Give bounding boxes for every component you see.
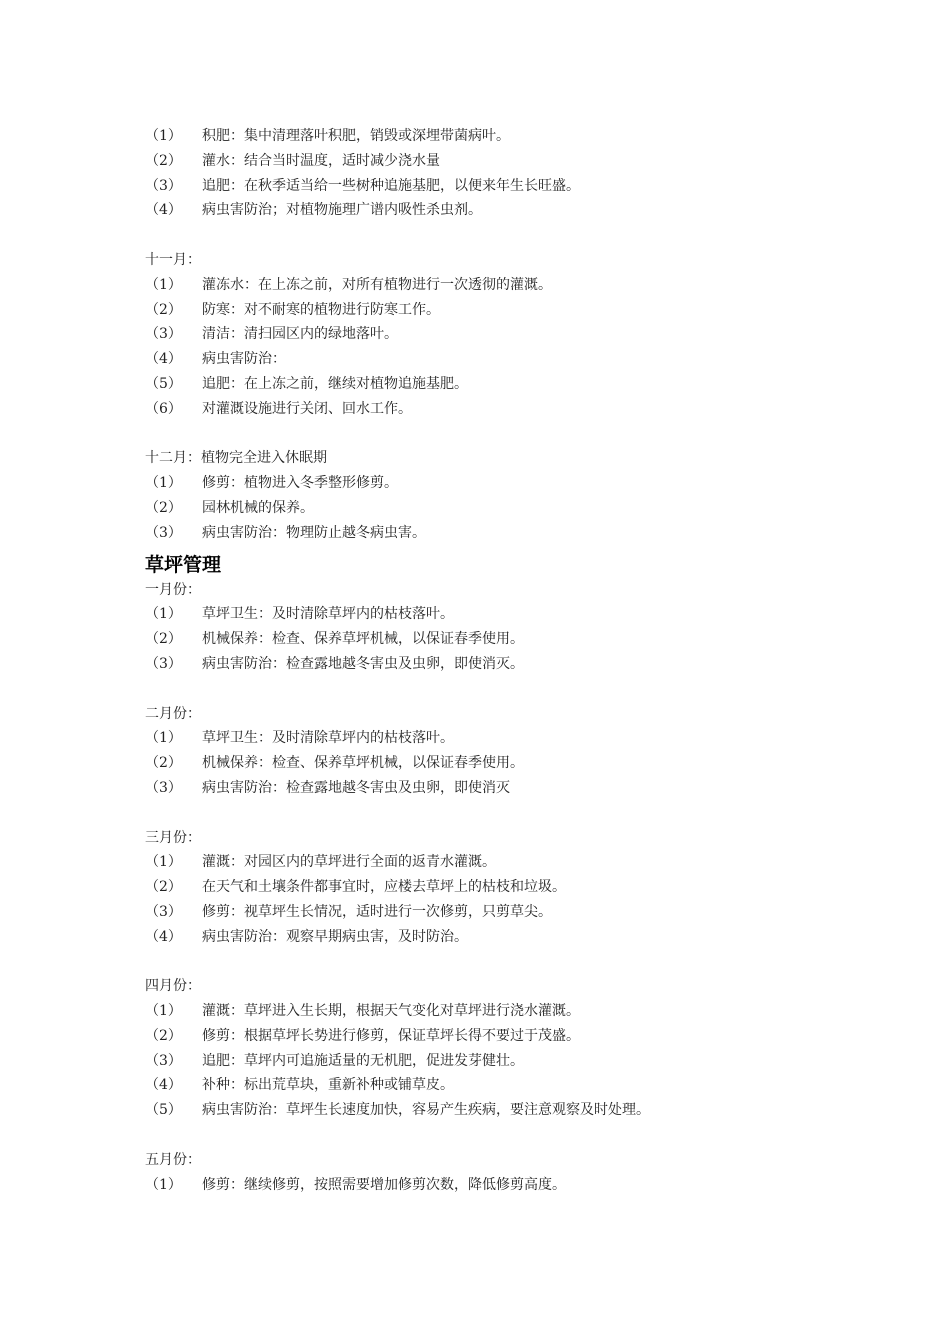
item-number: （1）: [145, 475, 182, 492]
month-label: 三月份：: [145, 829, 201, 846]
list-item: [145, 1024, 845, 1049]
item-text: 追肥：在秋季适当给一些树种追施基肥，以便来年生长旺盛。: [202, 177, 580, 194]
list-item: [145, 397, 845, 422]
month-label: 五月份：: [145, 1151, 201, 1168]
item-text: 草坪卫生：及时清除草坪内的枯枝落叶。: [202, 730, 454, 747]
item-number: （3）: [145, 903, 182, 920]
item-number: （1）: [145, 128, 182, 144]
item-number: （3）: [145, 779, 182, 796]
list-item: [145, 1098, 845, 1123]
list-item: [145, 875, 845, 900]
item-text: 病虫害防治：检查露地越冬害虫及虫卵，即使消灭。: [202, 655, 524, 672]
list-item: [145, 1049, 845, 1074]
item-text: 修剪：植物进入冬季整形修剪。: [202, 475, 398, 492]
blank-line: [145, 422, 845, 447]
list-item: [145, 999, 845, 1024]
document-content: [145, 124, 845, 1197]
list-item: [145, 347, 845, 372]
item-text: 机械保养：检查、保养草坪机械，以保证春季使用。: [202, 755, 524, 772]
item-text: 病虫害防治：检查露地越冬害虫及虫卵，即使消灭: [202, 779, 510, 796]
list-item: [145, 298, 845, 323]
item-number: （3）: [145, 177, 182, 194]
item-number: （1）: [145, 854, 182, 871]
item-number: （2）: [145, 152, 182, 169]
item-text: 园林机械的保养。: [202, 499, 314, 516]
item-text: 草坪卫生：及时清除草坪内的枯枝落叶。: [202, 606, 454, 623]
item-number: （2）: [145, 755, 182, 772]
list-item: [145, 174, 845, 199]
list-item: [145, 496, 845, 521]
item-text: 对灌溉设施进行关闭、回水工作。: [202, 400, 412, 417]
list-item: [145, 198, 845, 223]
blank-line: [145, 223, 845, 248]
item-text: 追肥：在上冻之前，继续对植物追施基肥。: [202, 375, 468, 392]
item-number: （2）: [145, 1027, 182, 1044]
item-text: 补种：标出荒草块，重新补种或铺草皮。: [202, 1077, 454, 1094]
item-number: （5）: [145, 1102, 182, 1119]
item-number: （1）: [145, 276, 182, 293]
item-number: （6）: [145, 400, 182, 417]
item-number: （3）: [145, 1052, 182, 1069]
item-number: （1）: [145, 1176, 182, 1193]
list-item: [145, 521, 845, 546]
item-text: 病虫害防治：观察早期病虫害，及时防治。: [202, 928, 468, 945]
item-number: （4）: [145, 202, 182, 219]
list-item: [145, 751, 845, 776]
item-text: 灌溉：草坪进入生长期，根据天气变化对草坪进行浇水灌溉。: [202, 1003, 580, 1020]
item-number: （2）: [145, 301, 182, 318]
item-number: （4）: [145, 351, 182, 368]
item-number: （4）: [145, 928, 182, 945]
blank-line: [145, 950, 845, 975]
list-item: [145, 776, 845, 801]
item-number: （1）: [145, 1003, 182, 1020]
month-label: 十一月：: [145, 251, 201, 268]
list-item: [145, 124, 845, 149]
section-heading: 草坪管理: [145, 553, 222, 576]
month-label: 二月份：: [145, 705, 201, 722]
list-item: [145, 471, 845, 496]
item-text: 病虫害防治；对植物施理广谱内吸性杀虫剂。: [202, 202, 482, 219]
item-number: （1）: [145, 606, 182, 623]
list-item: [145, 925, 845, 950]
item-number: （2）: [145, 879, 182, 896]
item-text: 修剪：继续修剪，按照需要增加修剪次数，降低修剪高度。: [202, 1176, 566, 1193]
blank-line: [145, 677, 845, 702]
list-item: [145, 1073, 845, 1098]
item-text: 积肥：集中清理落叶积肥，销毁或深埋带菌病叶。: [202, 128, 510, 144]
item-text: 防寒：对不耐寒的植物进行防寒工作。: [202, 301, 440, 318]
blank-line: [145, 801, 845, 826]
list-item: [145, 149, 845, 174]
list-item: [145, 850, 845, 875]
item-text: 在天气和土壤条件都事宜时，应楼去草坪上的枯枝和垃圾。: [202, 879, 566, 896]
item-number: （3）: [145, 524, 182, 541]
item-number: （5）: [145, 375, 182, 392]
item-text: 灌溉：对园区内的草坪进行全面的返青水灌溉。: [202, 854, 496, 871]
item-number: （2）: [145, 631, 182, 648]
list-item: [145, 372, 845, 397]
list-item: [145, 602, 845, 627]
list-item: [145, 900, 845, 925]
item-number: （3）: [145, 655, 182, 672]
item-text: 修剪：视草坪生长情况，适时进行一次修剪，只剪草尖。: [202, 903, 552, 920]
month-label: 四月份：: [145, 978, 201, 995]
list-item: [145, 652, 845, 677]
item-text: 病虫害防治：草坪生长速度加快，容易产生疾病，要注意观察及时处理。: [202, 1102, 650, 1119]
item-text: 病虫害防治：物理防止越冬病虫害。: [202, 524, 426, 541]
list-item: [145, 726, 845, 751]
list-item: [145, 273, 845, 298]
item-text: 灌冻水：在上冻之前，对所有植物进行一次透彻的灌溉。: [202, 276, 552, 293]
month-label: 十二月：植物完全进入休眠期: [145, 450, 327, 467]
blank-line: [145, 1123, 845, 1148]
list-item: [145, 1173, 845, 1198]
item-text: 灌水：结合当时温度，适时减少浇水量: [202, 152, 440, 169]
list-item: [145, 322, 845, 347]
item-text: 病虫害防治：: [202, 351, 286, 368]
item-text: 清洁：清扫园区内的绿地落叶。: [202, 326, 398, 343]
item-text: 修剪：根据草坪长势进行修剪，保证草坪长得不要过于茂盛。: [202, 1027, 580, 1044]
item-number: （1）: [145, 730, 182, 747]
item-text: 追肥：草坪内可追施适量的无机肥，促进发芽健壮。: [202, 1052, 524, 1069]
month-label: 一月份：: [145, 581, 201, 598]
item-number: （3）: [145, 326, 182, 343]
item-number: （2）: [145, 499, 182, 516]
item-text: 机械保养：检查、保养草坪机械，以保证春季使用。: [202, 631, 524, 648]
list-item: [145, 627, 845, 652]
item-number: （4）: [145, 1077, 182, 1094]
